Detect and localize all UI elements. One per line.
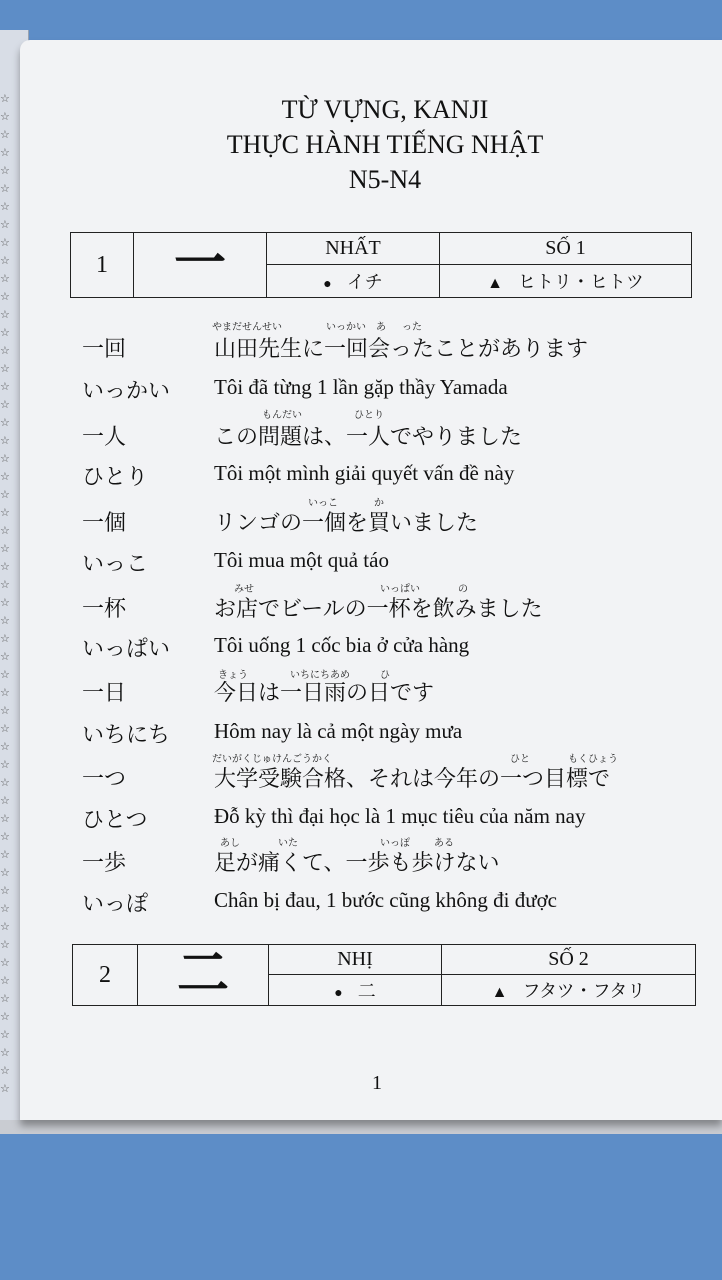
- furigana: いちにちあめ: [290, 670, 350, 681]
- furigana: ひと: [510, 754, 530, 765]
- furigana: きょう: [218, 670, 248, 681]
- kanji-meaning: SỐ 2: [442, 945, 696, 975]
- example-sentence: 足が痛くて、一歩も歩けない: [214, 851, 500, 876]
- kun-reading: ヒトリ・ヒトツ: [517, 272, 644, 293]
- furigana: もくひょう: [568, 754, 618, 765]
- example-sentence: この問題は、一人でやりました: [214, 425, 523, 450]
- example-translation: Tôi đã từng 1 lần gặp thầy Yamada: [214, 375, 508, 399]
- furigana: あ: [376, 322, 386, 333]
- entry-word: 一つ: [82, 767, 127, 792]
- star-border-decoration: ☆ ☆ ☆ ☆ ☆ ☆ ☆ ☆ ☆ ☆ ☆ ☆ ☆ ☆ ☆ ☆ ☆ ☆ ☆ ☆ ☆ ☆ ☆ ☆ ☆ ☆ ☆ ☆ ☆ ☆ ☆ ☆ ☆ ☆ ☆ ☆ ☆ ☆ ☆ ☆ ☆ ☆ ☆ ☆ ☆ ☆ ☆ ☆ ☆ ☆ ☆ ☆ ☆ ☆ ☆ ☆: [0, 92, 10, 1095]
- han-viet-reading: NHẤT: [267, 233, 440, 265]
- furigana: みせ: [234, 584, 254, 595]
- page-stack-edge: [0, 1120, 722, 1134]
- kun-reading-triangle-icon: ▲: [487, 275, 503, 292]
- kanji-card-1: [70, 232, 692, 298]
- kun-reading: フタツ・フタリ: [522, 981, 646, 1002]
- furigana: いっぽ: [380, 838, 410, 849]
- furigana: の: [458, 584, 468, 595]
- han-viet-reading: NHỊ: [269, 945, 442, 975]
- entry-reading: ひとつ: [82, 808, 148, 833]
- kanji-number: 1: [71, 233, 134, 298]
- example-translation: Đỗ kỳ thì đại học là 1 mục tiêu của năm nay: [214, 804, 586, 828]
- on-reading: イチ: [346, 272, 383, 293]
- example-translation: Tôi mua một quả táo: [214, 548, 389, 572]
- example-translation: Chân bị đau, 1 bước cũng không đi được: [214, 888, 558, 912]
- on-reading: 二: [357, 981, 376, 1002]
- example-sentence: リンゴの一個を買いました: [214, 511, 479, 536]
- furigana: ある: [434, 838, 454, 849]
- entry-reading: いっぽ: [82, 892, 149, 917]
- entry-reading: いっぱい: [82, 637, 171, 662]
- entry-word: 一杯: [82, 597, 127, 622]
- on-reading-cell: [267, 265, 440, 298]
- title-line-1: TỪ VỰNG, KANJI: [281, 95, 489, 124]
- kanji-character: 一: [134, 233, 267, 298]
- furigana: あし: [220, 838, 240, 849]
- kun-reading-triangle-icon: ▲: [491, 984, 508, 1001]
- furigana: った: [402, 322, 422, 333]
- entry-word: 一個: [82, 511, 127, 536]
- entry-reading: いっかい: [82, 379, 171, 404]
- entry-reading: ひとり: [82, 465, 149, 490]
- entry-reading: いっこ: [82, 552, 149, 577]
- kanji-card-2: [72, 944, 696, 1006]
- kanji-meaning: SỐ 1: [440, 233, 692, 265]
- on-reading-bullet-icon: ●: [334, 986, 343, 1001]
- furigana: いっぱい: [380, 584, 420, 595]
- example-translation: Tôi uống 1 cốc bia ở cửa hàng: [214, 633, 470, 657]
- furigana: ひとり: [354, 410, 384, 421]
- example-sentence: お店でビールの一杯を飲みました: [214, 597, 543, 622]
- entry-reading: いちにち: [82, 723, 171, 748]
- entry-word: 一人: [82, 425, 127, 450]
- furigana: やまだせんせい: [212, 322, 282, 333]
- kanji-number: 2: [73, 945, 138, 1006]
- title-line-2: THỰC HÀNH TIẾNG NHẬT: [226, 130, 544, 159]
- example-sentence: 山田先生に一回会ったことがあります: [214, 337, 589, 362]
- title-line-3: N5-N4: [348, 165, 422, 194]
- kun-reading-cell: [440, 265, 692, 298]
- furigana: ひ: [380, 670, 390, 681]
- entry-word: 一回: [82, 337, 127, 362]
- example-translation: Tôi một mình giải quyết vấn đề này: [214, 461, 515, 485]
- page-number: 1: [372, 1072, 382, 1094]
- furigana: だいがくじゅけんごうかく: [212, 754, 332, 765]
- kanji-character: 二: [138, 945, 269, 1006]
- on-reading-cell: [269, 975, 442, 1006]
- entry-word: 一歩: [82, 851, 127, 876]
- entry-word: 一日: [82, 681, 127, 706]
- furigana: もんだい: [262, 410, 302, 421]
- example-sentence: 大学受験合格、それは今年の一つ目標で: [214, 767, 611, 792]
- furigana: か: [374, 498, 384, 509]
- example-translation: Hôm nay là cả một ngày mưa: [214, 719, 463, 743]
- on-reading-bullet-icon: ●: [323, 277, 332, 292]
- example-sentence: 今日は一日雨の日です: [214, 681, 435, 706]
- furigana: いっかい: [326, 322, 366, 333]
- furigana: いっこ: [308, 498, 338, 509]
- furigana: いた: [278, 838, 298, 849]
- kun-reading-cell: [442, 975, 696, 1006]
